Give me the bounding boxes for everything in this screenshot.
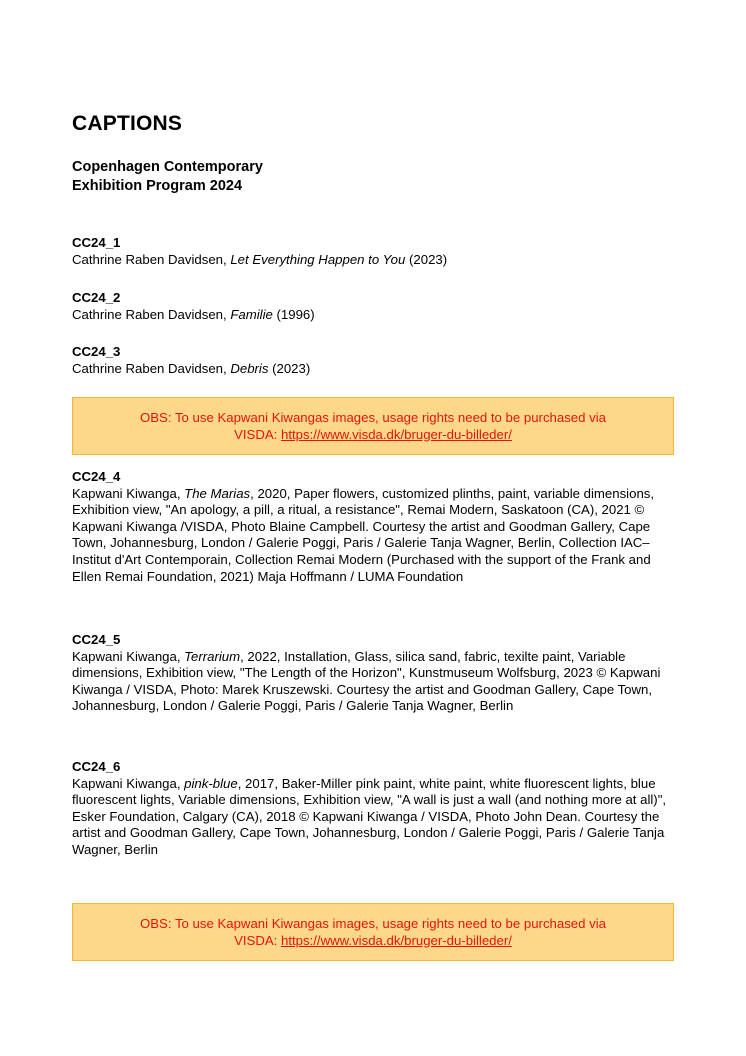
caption-work-title: The Marias [184, 485, 251, 501]
caption-cc24-1 [72, 235, 676, 268]
caption-details: (1996) [272, 306, 315, 322]
notice-text: OBS: To use Kapwani Kiwangas images, usage rights need to be purchased via [140, 410, 606, 425]
subtitle-line-2: Exhibition Program 2024 [72, 178, 243, 194]
caption-text [72, 776, 676, 859]
caption-artist: Cathrine Raben Davidsen, [72, 360, 231, 376]
visda-link[interactable]: https://www.visda.dk/bruger-du-billeder/ [281, 932, 512, 948]
caption-cc24-3 [72, 344, 676, 377]
caption-artist: Kapwani Kiwanga, [72, 485, 185, 501]
caption-cc24-5 [72, 632, 676, 715]
caption-details: , 2022, Installation, Glass, silica sand, fabric, texilte paint, Variable dimensions, Exhibition view, "The Length of the Horizon", Kunstmuseum Wolfsburg, 2023 © Kapwani Kiwanga / VISDA, Photo: Marek Kruszewski. Courtesy the artist and Goodman Gallery, Cape Town, Johannesburg, London / Galerie Poggi, Paris / Galerie Tanja Wagner, Berlin [72, 648, 661, 714]
caption-work-title: Terrarium [184, 648, 241, 664]
notice-prefix: VISDA: [234, 932, 281, 948]
caption-artist: Cathrine Raben Davidsen, [72, 251, 231, 267]
caption-work-title: Familie [230, 306, 273, 322]
caption-code: CC24_3 [72, 344, 121, 359]
caption-details: (2023) [268, 360, 311, 376]
usage-rights-notice [72, 397, 674, 455]
caption-details: (2023) [405, 251, 448, 267]
caption-cc24-2 [72, 290, 676, 323]
caption-text [72, 252, 676, 269]
caption-cc24-4 [72, 469, 676, 585]
caption-code: CC24_6 [72, 759, 121, 774]
caption-details: , 2020, Paper flowers, customized plinths, paint, variable dimensions, Exhibition view, "An apology, a pill, a ritual, a resistance", Remai Modern, Saskatoon (CA), 2021 © Kapwani Kiwanga /VISDA, Photo Blaine Campbell. Courtesy the artist and Goodman Gallery, Cape Town, Johannesburg, London / Galerie Poggi, Paris / Galerie Tanja Wagner, Berlin, Collection IAC–Institut d'Art Contemporain, Collection Remai Modern (Purchased with the support of the Frank and Ellen Remai Foundation, 2021) Maja Hoffmann / LUMA Foundation [72, 485, 655, 584]
caption-work-title: Let Everything Happen to You [230, 251, 406, 267]
caption-artist: Kapwani Kiwanga, [72, 775, 185, 791]
caption-text [72, 361, 676, 378]
caption-text [72, 486, 676, 586]
page-title: CAPTIONS [72, 112, 183, 135]
visda-link[interactable]: https://www.visda.dk/bruger-du-billeder/ [281, 426, 512, 442]
caption-code: CC24_2 [72, 290, 121, 305]
caption-code: CC24_5 [72, 632, 121, 647]
caption-artist: Cathrine Raben Davidsen, [72, 306, 231, 322]
caption-work-title: pink-blue [184, 775, 238, 791]
caption-cc24-6 [72, 759, 676, 859]
usage-rights-notice-bottom [72, 903, 674, 961]
caption-code: CC24_4 [72, 469, 121, 484]
page-subtitle [72, 158, 263, 196]
caption-work-title: Debris [230, 360, 269, 376]
notice-prefix: VISDA: [234, 426, 281, 442]
subtitle-line-1: Copenhagen Contemporary [72, 159, 263, 175]
caption-artist: Kapwani Kiwanga, [72, 648, 185, 664]
notice-text: OBS: To use Kapwani Kiwangas images, usage rights need to be purchased via [140, 916, 606, 931]
caption-text [72, 649, 676, 715]
caption-text [72, 307, 676, 324]
caption-details: , 2017, Baker-Miller pink paint, white paint, white fluorescent lights, blue fluorescent lights, Variable dimensions, Exhibition view, "A wall is just a wall (and nothing more at all)", Esker Foundation, Calgary (CA), 2018 © Kapwani Kiwanga / VISDA, Photo John Dean. Courtesy the artist and Goodman Gallery, Cape Town, Johannesburg, London / Galerie Poggi, Paris / Galerie Tanja Wagner, Berlin [72, 775, 667, 857]
caption-code: CC24_1 [72, 235, 121, 250]
